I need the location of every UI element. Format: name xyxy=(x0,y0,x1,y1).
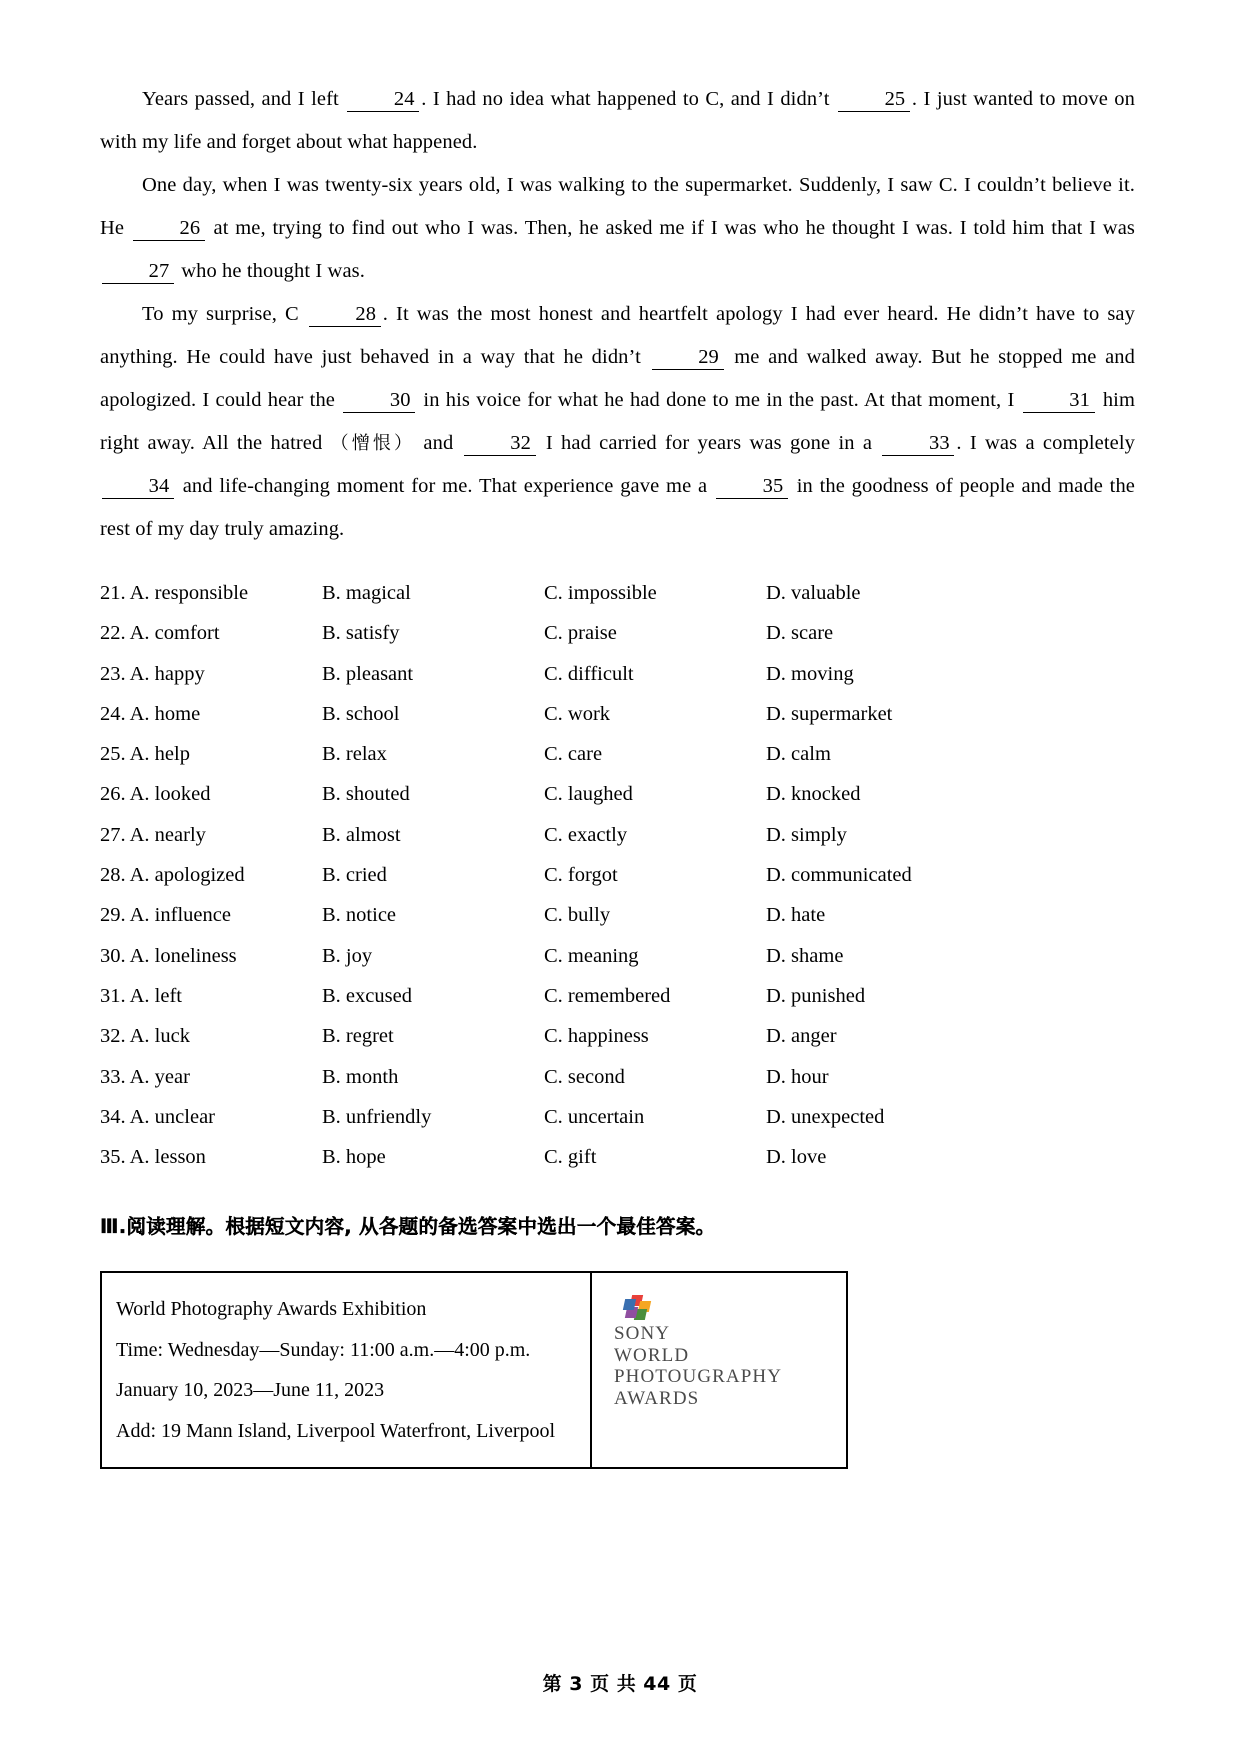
cloze-blank-27: 27 xyxy=(102,261,174,284)
option-c[interactable]: C. happiness xyxy=(544,1025,649,1048)
cloze-blank-24: 24 xyxy=(347,89,419,112)
option-b[interactable]: B. joy xyxy=(322,944,373,967)
pinwheel-icon xyxy=(624,1295,650,1321)
exhibition-time: Time: Wednesday—Sunday: 11:00 a.m.—4:00 p.m. xyxy=(116,1338,531,1361)
cloze-blank-25: 25 xyxy=(838,89,910,112)
cloze-blank-33: 33 xyxy=(882,433,954,456)
logo-line-awards: AWARDS xyxy=(614,1387,700,1409)
sony-world-photography-awards-logo xyxy=(614,1295,846,1409)
option-d[interactable]: D. moving xyxy=(766,662,854,685)
option-d[interactable]: D. love xyxy=(766,1146,827,1169)
option-row xyxy=(100,734,1135,774)
gloss-chinese: （憎恨） xyxy=(330,433,416,454)
section-heading-reading-comprehension: Ⅲ.阅读理解。根据短文内容, 从各题的备选答案中选出一个最佳答案。 xyxy=(100,1215,716,1239)
option-row xyxy=(100,1057,1135,1097)
option-b[interactable]: B. pleasant xyxy=(322,662,414,685)
option-d[interactable]: D. hour xyxy=(766,1065,829,1088)
option-b[interactable]: B. month xyxy=(322,1065,399,1088)
option-c[interactable]: C. exactly xyxy=(544,823,628,846)
exhibition-title: World Photography Awards Exhibition xyxy=(116,1298,427,1321)
option-row xyxy=(100,815,1135,855)
option-d[interactable]: D. scare xyxy=(766,622,834,645)
multiple-choice-options xyxy=(100,573,1135,1177)
option-c[interactable]: C. second xyxy=(544,1065,625,1088)
cloze-blank-28: 28 xyxy=(309,304,381,327)
option-row xyxy=(100,1137,1135,1177)
option-d[interactable]: D. calm xyxy=(766,743,831,766)
cloze-blank-29: 29 xyxy=(652,347,724,370)
option-row xyxy=(100,1016,1135,1056)
option-row xyxy=(100,976,1135,1016)
option-b[interactable]: B. excused xyxy=(322,984,412,1007)
option-b[interactable]: B. cried xyxy=(322,864,387,887)
option-c[interactable]: C. difficult xyxy=(544,662,634,685)
option-b[interactable]: B. magical xyxy=(322,582,411,604)
passage-paragraph-3: To my surprise, C 28 . It was the most honest and heartfelt apology I had ever heard. He didn’t have to say anything. He could have just behaved in a way that he didn’t 29 me and walked away. But he stopped me and apologized. I could hear the 30 in his voice for what he had done to me in the past. At that moment, I 31 him right away. All the hatred （憎恨） and 32 I had carried for years was gone in a 33 . I was a completely 34 and life-changing moment for me. That experience gave me a 35 in the goodness of people and made the rest of my day truly amazing. xyxy=(100,303,1136,540)
passage-paragraph-1: Years passed, and I left 24 . I had no idea what happened to C, and I didn’t 25 . I just wanted to move on with my life and forget about what happened. xyxy=(100,88,1136,153)
option-b[interactable]: B. almost xyxy=(322,823,401,846)
option-a[interactable]: 30. A. loneliness xyxy=(100,944,237,967)
option-c[interactable]: C. care xyxy=(544,743,603,766)
option-c[interactable]: C. uncertain xyxy=(544,1105,645,1128)
option-c[interactable]: C. remembered xyxy=(544,984,671,1007)
option-row xyxy=(100,936,1135,976)
option-a[interactable]: 24. A. home xyxy=(100,702,201,725)
option-c[interactable]: C. laughed xyxy=(544,783,633,806)
option-c[interactable]: C. meaning xyxy=(544,944,639,967)
option-a[interactable]: 21. A. responsible xyxy=(100,582,249,604)
option-d[interactable]: D. shame xyxy=(766,944,844,967)
logo-line-photography: PHOTOUGRAPHY xyxy=(614,1366,783,1388)
option-c[interactable]: C. forgot xyxy=(544,864,618,887)
cloze-passage xyxy=(100,78,1135,551)
option-b[interactable]: B. regret xyxy=(322,1025,394,1048)
option-row xyxy=(100,613,1135,653)
exhibition-address: Add: 19 Mann Island, Liverpool Waterfront, Liverpool xyxy=(116,1419,556,1442)
option-d[interactable]: D. unexpected xyxy=(766,1105,885,1128)
page-footer: 第 3 页 共 44 页 xyxy=(542,1673,698,1695)
logo-line-world: WORLD xyxy=(614,1344,690,1366)
option-b[interactable]: B. hope xyxy=(322,1146,386,1169)
option-b[interactable]: B. shouted xyxy=(322,783,410,806)
option-c[interactable]: C. bully xyxy=(544,904,611,927)
option-d[interactable]: D. anger xyxy=(766,1025,837,1048)
logo-line-sony: SONY xyxy=(614,1323,671,1345)
cloze-blank-32: 32 xyxy=(464,433,536,456)
option-b[interactable]: B. notice xyxy=(322,904,397,927)
cloze-blank-30: 30 xyxy=(343,390,415,413)
option-row xyxy=(100,895,1135,935)
option-d[interactable]: D. communicated xyxy=(766,864,912,887)
cloze-blank-26: 26 xyxy=(133,218,205,241)
option-row xyxy=(100,855,1135,895)
option-a[interactable]: 26. A. looked xyxy=(100,783,211,806)
option-b[interactable]: B. unfriendly xyxy=(322,1105,432,1128)
option-row xyxy=(100,654,1135,694)
logo-wordmark xyxy=(614,1323,846,1409)
option-row xyxy=(100,694,1135,734)
option-b[interactable]: B. school xyxy=(322,702,400,725)
option-a[interactable]: 33. A. year xyxy=(100,1065,190,1088)
option-c[interactable]: C. impossible xyxy=(544,582,657,604)
option-a[interactable]: 35. A. lesson xyxy=(100,1146,206,1169)
option-a[interactable]: 23. A. happy xyxy=(100,662,205,685)
option-a[interactable]: 32. A. luck xyxy=(100,1025,190,1048)
option-a[interactable]: 27. A. nearly xyxy=(100,823,206,846)
option-d[interactable]: D. punished xyxy=(766,984,866,1007)
option-c[interactable]: C. gift xyxy=(544,1146,597,1169)
passage-paragraph-2: One day, when I was twenty-six years old, I was walking to the supermarket. Suddenly, I saw C. I couldn’t believe it. He 26 at me, trying to find out who I was. Then, he asked me if I was who he thought I was. I told him that I was 27 who he thought I was. xyxy=(100,174,1135,282)
cloze-blank-35: 35 xyxy=(716,476,788,499)
option-a[interactable]: 31. A. left xyxy=(100,984,182,1007)
option-d[interactable]: D. hate xyxy=(766,904,826,927)
option-d[interactable]: D. valuable xyxy=(766,582,861,604)
option-row xyxy=(100,573,1135,613)
cloze-blank-34: 34 xyxy=(102,476,174,499)
option-row xyxy=(100,774,1135,814)
option-a[interactable]: 22. A. comfort xyxy=(100,622,220,645)
exhibition-info-box xyxy=(100,1271,848,1469)
cloze-blank-31: 31 xyxy=(1023,390,1095,413)
option-a[interactable]: 25. A. help xyxy=(100,743,190,766)
option-b[interactable]: B. satisfy xyxy=(322,622,400,645)
exhibition-details xyxy=(102,1273,592,1467)
exhibition-dates: January 10, 2023—June 11, 2023 xyxy=(116,1379,385,1402)
option-c[interactable]: C. praise xyxy=(544,622,617,645)
option-d[interactable]: D. knocked xyxy=(766,783,861,806)
option-row xyxy=(100,1097,1135,1137)
option-a[interactable]: 28. A. apologized xyxy=(100,864,245,887)
option-a[interactable]: 29. A. influence xyxy=(100,904,231,927)
option-c[interactable]: C. work xyxy=(544,702,611,725)
option-b[interactable]: B. relax xyxy=(322,743,387,766)
option-a[interactable]: 34. A. unclear xyxy=(100,1105,215,1128)
option-d[interactable]: D. supermarket xyxy=(766,702,893,725)
sony-logo-cell xyxy=(592,1273,846,1467)
option-d[interactable]: D. simply xyxy=(766,823,847,846)
